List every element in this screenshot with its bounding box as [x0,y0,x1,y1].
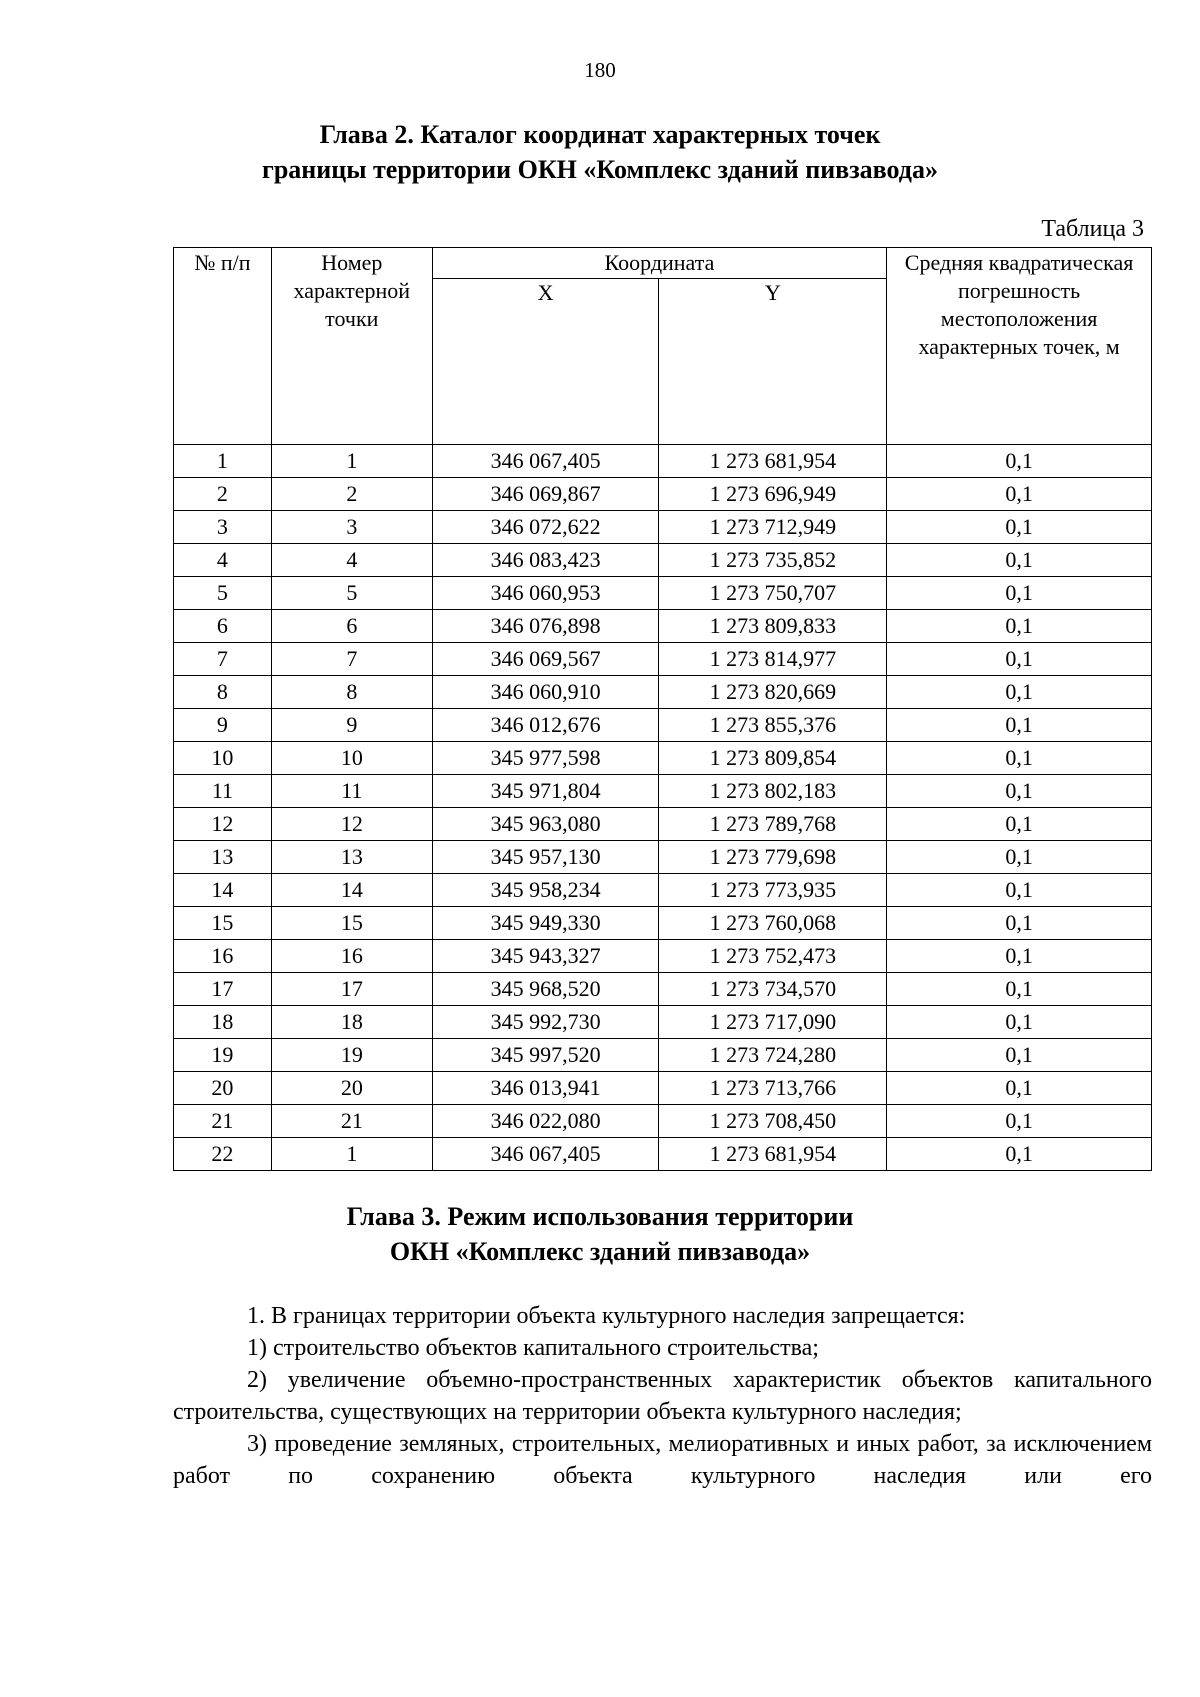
coordinates-table [173,247,1152,1171]
table-row [174,808,1152,841]
cell-x: 346 067,405 [432,445,659,478]
cell-error: 0,1 [887,1138,1152,1171]
cell-error: 0,1 [887,808,1152,841]
cell-error: 0,1 [887,775,1152,808]
table-caption: Таблица 3 [1041,216,1144,242]
cell-point-number: 17 [271,973,432,1006]
cell-row-number: 10 [174,742,272,775]
cell-y: 1 273 735,852 [659,544,887,577]
cell-point-number: 6 [271,610,432,643]
cell-error: 0,1 [887,1006,1152,1039]
cell-point-number: 19 [271,1039,432,1072]
cell-y: 1 273 734,570 [659,973,887,1006]
cell-row-number: 3 [174,511,272,544]
cell-row-number: 16 [174,940,272,973]
table-row [174,577,1152,610]
cell-row-number: 7 [174,643,272,676]
chapter-2-heading [0,117,1200,187]
cell-point-number: 1 [271,445,432,478]
cell-x: 346 069,567 [432,643,659,676]
cell-y: 1 273 681,954 [659,1138,887,1171]
paragraph: 3) проведение земляных, строительных, мелиоративных и иных работ, за исключением работ по сохранению объекта культурного наследия или его [173,1431,1152,1489]
cell-y: 1 273 809,854 [659,742,887,775]
cell-x: 345 977,598 [432,742,659,775]
cell-x: 346 022,080 [432,1105,659,1138]
table-row [174,709,1152,742]
paragraph: 2) увеличение объемно-пространственных характеристик объектов капитального строительства, существующих на территории объекта культурного наследия; [173,1367,1152,1425]
cell-row-number: 6 [174,610,272,643]
chapter-3-heading-line-2: ОКН «Комплекс зданий пивзавода» [389,1237,811,1266]
cell-row-number: 1 [174,445,272,478]
cell-row-number: 2 [174,478,272,511]
cell-error: 0,1 [887,1072,1152,1105]
cell-point-number: 16 [271,940,432,973]
cell-x: 346 069,867 [432,478,659,511]
cell-y: 1 273 802,183 [659,775,887,808]
cell-error: 0,1 [887,841,1152,874]
cell-row-number: 9 [174,709,272,742]
table-row [174,907,1152,940]
header-x: X [432,279,659,445]
cell-y: 1 273 855,376 [659,709,887,742]
cell-y: 1 273 752,473 [659,940,887,973]
cell-y: 1 273 712,949 [659,511,887,544]
header-y: Y [659,279,887,445]
table-row [174,511,1152,544]
cell-y: 1 273 809,833 [659,610,887,643]
cell-error: 0,1 [887,907,1152,940]
cell-y: 1 273 696,949 [659,478,887,511]
cell-x: 346 083,423 [432,544,659,577]
cell-point-number: 15 [271,907,432,940]
cell-x: 345 971,804 [432,775,659,808]
cell-x: 346 072,622 [432,511,659,544]
table-row [174,940,1152,973]
paragraph: 1) строительство объектов капитального строительства; [247,1335,819,1361]
chapter-2-heading-line-1: Глава 2. Каталог координат характерных точек [319,120,881,149]
header-point-number: Номер характерной точки [271,248,432,445]
cell-y: 1 273 717,090 [659,1006,887,1039]
header-row-number: № п/п [174,248,272,445]
cell-point-number: 5 [271,577,432,610]
cell-row-number: 12 [174,808,272,841]
table-row [174,445,1152,478]
cell-point-number: 20 [271,1072,432,1105]
cell-row-number: 15 [174,907,272,940]
table-row [174,841,1152,874]
chapter-3-heading [0,1199,1200,1269]
cell-y: 1 273 820,669 [659,676,887,709]
header-coordinate: Координата [432,248,886,279]
table-row [174,973,1152,1006]
cell-error: 0,1 [887,511,1152,544]
cell-row-number: 21 [174,1105,272,1138]
cell-y: 1 273 750,707 [659,577,887,610]
cell-x: 345 957,130 [432,841,659,874]
cell-y: 1 273 708,450 [659,1105,887,1138]
cell-y: 1 273 760,068 [659,907,887,940]
cell-error: 0,1 [887,478,1152,511]
cell-x: 346 060,910 [432,676,659,709]
cell-error: 0,1 [887,874,1152,907]
cell-point-number: 10 [271,742,432,775]
page-number: 180 [584,58,616,82]
cell-x: 346 067,405 [432,1138,659,1171]
cell-x: 346 012,676 [432,709,659,742]
cell-x: 345 963,080 [432,808,659,841]
cell-row-number: 20 [174,1072,272,1105]
cell-y: 1 273 773,935 [659,874,887,907]
cell-y: 1 273 789,768 [659,808,887,841]
cell-y: 1 273 713,766 [659,1072,887,1105]
cell-x: 345 968,520 [432,973,659,1006]
cell-row-number: 14 [174,874,272,907]
table-row [174,742,1152,775]
table-row [174,676,1152,709]
table-row [174,1072,1152,1105]
cell-error: 0,1 [887,610,1152,643]
chapter-3-heading-line-1: Глава 3. Режим использования территории [346,1202,854,1231]
cell-row-number: 4 [174,544,272,577]
cell-x: 346 060,953 [432,577,659,610]
cell-error: 0,1 [887,544,1152,577]
cell-point-number: 14 [271,874,432,907]
table-row [174,1006,1152,1039]
regime-text [173,1300,1152,1492]
cell-x: 345 958,234 [432,874,659,907]
cell-x: 345 992,730 [432,1006,659,1039]
cell-error: 0,1 [887,445,1152,478]
cell-row-number: 17 [174,973,272,1006]
cell-point-number: 21 [271,1105,432,1138]
table-row [174,544,1152,577]
table-row [174,478,1152,511]
paragraph: 1. В границах территории объекта культурного наследия запрещается: [247,1303,966,1329]
cell-row-number: 22 [174,1138,272,1171]
cell-row-number: 11 [174,775,272,808]
cell-point-number: 3 [271,511,432,544]
cell-point-number: 9 [271,709,432,742]
cell-error: 0,1 [887,709,1152,742]
cell-error: 0,1 [887,643,1152,676]
table-row [174,643,1152,676]
table-row [174,1105,1152,1138]
cell-y: 1 273 814,977 [659,643,887,676]
cell-error: 0,1 [887,940,1152,973]
cell-error: 0,1 [887,1105,1152,1138]
cell-x: 346 076,898 [432,610,659,643]
cell-point-number: 12 [271,808,432,841]
cell-point-number: 8 [271,676,432,709]
cell-row-number: 18 [174,1006,272,1039]
cell-row-number: 13 [174,841,272,874]
cell-error: 0,1 [887,1039,1152,1072]
chapter-2-heading-line-2: границы территории ОКН «Комплекс зданий пивзавода» [262,155,938,184]
cell-point-number: 4 [271,544,432,577]
cell-point-number: 18 [271,1006,432,1039]
header-mean-square-error: Средняя квадратическая погрешность местоположения характерных точек, м [887,248,1152,445]
table-row [174,1039,1152,1072]
cell-y: 1 273 681,954 [659,445,887,478]
cell-row-number: 5 [174,577,272,610]
cell-error: 0,1 [887,577,1152,610]
cell-point-number: 2 [271,478,432,511]
cell-point-number: 7 [271,643,432,676]
cell-point-number: 1 [271,1138,432,1171]
cell-error: 0,1 [887,742,1152,775]
cell-point-number: 13 [271,841,432,874]
cell-x: 345 943,327 [432,940,659,973]
cell-error: 0,1 [887,973,1152,1006]
cell-y: 1 273 724,280 [659,1039,887,1072]
cell-row-number: 19 [174,1039,272,1072]
cell-row-number: 8 [174,676,272,709]
cell-x: 345 997,520 [432,1039,659,1072]
table-row [174,775,1152,808]
table-row [174,1138,1152,1171]
cell-y: 1 273 779,698 [659,841,887,874]
cell-error: 0,1 [887,676,1152,709]
cell-point-number: 11 [271,775,432,808]
table-row [174,874,1152,907]
cell-x: 346 013,941 [432,1072,659,1105]
table-row [174,610,1152,643]
cell-x: 345 949,330 [432,907,659,940]
